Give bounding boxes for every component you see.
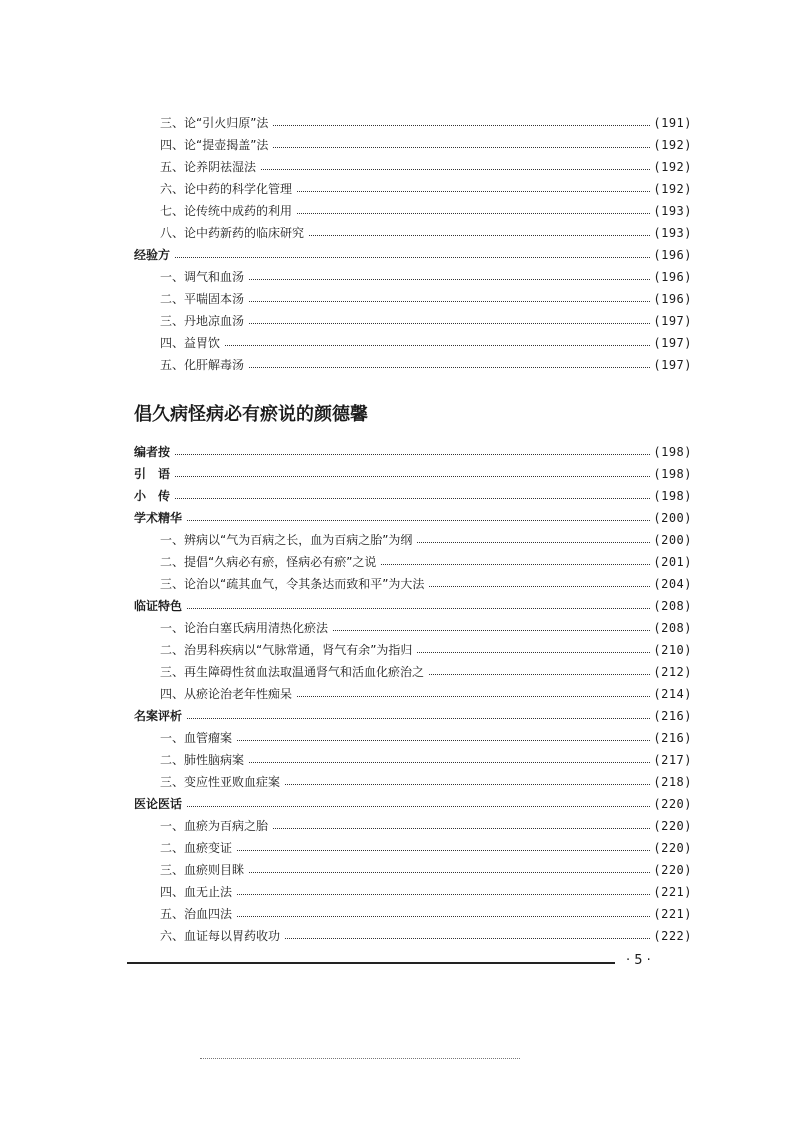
toc-entry	[160, 311, 692, 331]
toc-entry-label: 一、辨病以“气为百病之长，血为百病之胎”为纲	[160, 533, 413, 547]
toc-entry-page: (216)	[653, 709, 692, 723]
toc-entry	[160, 223, 692, 243]
toc-entry	[160, 772, 692, 792]
toc-entry-label: 七、论传统中成药的利用	[160, 204, 293, 218]
toc-entry-label: 四、论“提壶揭盖”法	[160, 138, 269, 152]
toc-entry-page: (204)	[653, 577, 692, 591]
toc-entry	[160, 684, 692, 704]
toc-entry-page: (192)	[653, 138, 692, 152]
leader-dots	[237, 850, 650, 851]
toc-entry-label: 名案评析	[134, 709, 183, 723]
toc-entry-page: (220)	[653, 841, 692, 855]
toc-entry-label: 四、从瘀论治老年性痴呆	[160, 687, 293, 701]
leader-dots	[237, 740, 650, 741]
toc-entry-page: (218)	[653, 775, 692, 789]
toc-section-entry	[134, 596, 692, 616]
toc-entry	[160, 838, 692, 858]
toc-entry-label: 引 语	[134, 467, 171, 481]
section-title: 倡久病怪病必有瘀说的颜德馨	[134, 404, 368, 425]
toc-entry-page: (220)	[653, 863, 692, 877]
leader-dots	[381, 564, 650, 565]
toc-entry-page: (208)	[653, 621, 692, 635]
toc-entry-page: (216)	[653, 731, 692, 745]
toc-entry-page: (222)	[653, 929, 692, 943]
toc-entry-label: 一、论治白塞氏病用清热化瘀法	[160, 621, 329, 635]
toc-entry-page: (200)	[653, 511, 692, 525]
leader-dots	[417, 542, 650, 543]
toc-entry-page: (220)	[653, 819, 692, 833]
leader-dots	[429, 674, 650, 675]
toc-entry-page: (191)	[653, 116, 692, 130]
toc-entry-label: 三、再生障碍性贫血法取温通肾气和活血化瘀治之	[160, 665, 425, 679]
leader-dots	[237, 916, 650, 917]
leader-dots	[249, 872, 650, 873]
toc-entry-page: (210)	[653, 643, 692, 657]
toc-entry	[160, 882, 692, 902]
toc-entry	[160, 860, 692, 880]
toc-entry	[160, 113, 692, 133]
toc-entry-label: 八、论中药新药的临床研究	[160, 226, 305, 240]
leader-dots	[297, 213, 650, 214]
scan-artifact-line	[200, 1058, 520, 1059]
leader-dots	[187, 806, 650, 807]
toc-entry-page: (200)	[653, 533, 692, 547]
toc-entry-page: (198)	[653, 489, 692, 503]
toc-entry-label: 一、血管瘤案	[160, 731, 233, 745]
toc-entry-label: 三、变应性亚败血症案	[160, 775, 281, 789]
leader-dots	[175, 498, 650, 499]
leader-dots	[249, 323, 650, 324]
toc-entry-page: (197)	[653, 358, 692, 372]
toc-section-entry	[134, 794, 692, 814]
leader-dots	[249, 279, 650, 280]
toc-entry-page: (193)	[653, 204, 692, 218]
toc-entry-label: 五、治血四法	[160, 907, 233, 921]
toc-entry-label: 二、血瘀变证	[160, 841, 233, 855]
toc-entry-label: 五、化肝解毒汤	[160, 358, 245, 372]
leader-dots	[225, 345, 650, 346]
toc-entry	[160, 355, 692, 375]
toc-section-entry	[134, 508, 692, 528]
toc-entry-page: (196)	[653, 292, 692, 306]
toc-entry-page: (192)	[653, 160, 692, 174]
leader-dots	[249, 301, 650, 302]
toc-entry-label: 二、提倡“久病必有瘀，怪病必有瘀”之说	[160, 555, 377, 569]
toc-entry-label: 六、论中药的科学化管理	[160, 182, 293, 196]
leader-dots	[273, 125, 650, 126]
leader-dots	[187, 520, 650, 521]
footer-rule	[127, 962, 615, 964]
leader-dots	[417, 652, 650, 653]
toc-entry-page: (197)	[653, 336, 692, 350]
toc-entry-label: 四、血无止法	[160, 885, 233, 899]
toc-entry	[160, 904, 692, 924]
toc-section-entry	[134, 706, 692, 726]
toc-entry-label: 临证特色	[134, 599, 183, 613]
leader-dots	[249, 762, 650, 763]
toc-entry	[160, 267, 692, 287]
toc-section-entry	[134, 442, 692, 462]
leader-dots	[429, 586, 650, 587]
leader-dots	[273, 828, 650, 829]
toc-entry-page: (208)	[653, 599, 692, 613]
toc-entry-page: (192)	[653, 182, 692, 196]
toc-entry	[160, 179, 692, 199]
leader-dots	[175, 476, 650, 477]
toc-entry-page: (196)	[653, 248, 692, 262]
leader-dots	[187, 608, 650, 609]
toc-entry-page: (196)	[653, 270, 692, 284]
toc-entry-page: (197)	[653, 314, 692, 328]
toc-entry-page: (217)	[653, 753, 692, 767]
toc-entry-label: 二、肺性脑病案	[160, 753, 245, 767]
toc-entry-page: (221)	[653, 907, 692, 921]
toc-entry	[160, 926, 692, 946]
toc-entry-label: 二、平喘固本汤	[160, 292, 245, 306]
toc-entry-label: 五、论养阴祛湿法	[160, 160, 257, 174]
leader-dots	[175, 454, 650, 455]
toc-entry-label: 医论医话	[134, 797, 183, 811]
leader-dots	[309, 235, 650, 236]
toc-entry-page: (220)	[653, 797, 692, 811]
toc-entry-label: 一、血瘀为百病之胎	[160, 819, 269, 833]
toc-entry-page: (221)	[653, 885, 692, 899]
toc-entry-page: (193)	[653, 226, 692, 240]
toc-entry	[160, 640, 692, 660]
leader-dots	[333, 630, 650, 631]
toc-entry	[160, 618, 692, 638]
toc-entry-page: (198)	[653, 467, 692, 481]
leader-dots	[175, 257, 650, 258]
toc-entry-label: 三、论治以“疏其血气，令其条达而致和平”为大法	[160, 577, 425, 591]
toc-entry-label: 二、治男科疾病以“气脉常通，肾气有余”为指归	[160, 643, 413, 657]
toc-entry	[160, 157, 692, 177]
leader-dots	[273, 147, 650, 148]
toc-entry	[160, 333, 692, 353]
toc-section-entry	[134, 464, 692, 484]
toc-section-entry	[134, 486, 692, 506]
toc-entry-page: (212)	[653, 665, 692, 679]
leader-dots	[237, 894, 650, 895]
leader-dots	[261, 169, 650, 170]
leader-dots	[297, 191, 650, 192]
leader-dots	[285, 784, 650, 785]
toc-entry	[160, 816, 692, 836]
toc-entry-page: (201)	[653, 555, 692, 569]
toc-entry	[160, 728, 692, 748]
leader-dots	[187, 718, 650, 719]
toc-entry-label: 学术精华	[134, 511, 183, 525]
toc-entry-label: 四、益胃饮	[160, 336, 221, 350]
toc-entry	[160, 662, 692, 682]
toc-entry-label: 三、论“引火归原”法	[160, 116, 269, 130]
toc-entry	[160, 552, 692, 572]
leader-dots	[285, 938, 650, 939]
toc-entry	[160, 750, 692, 770]
toc-entry-label: 小 传	[134, 489, 171, 503]
page-number: · 5 ·	[626, 953, 651, 968]
toc-entry-label: 一、调气和血汤	[160, 270, 245, 284]
toc-section-entry	[134, 245, 692, 265]
toc-entry	[160, 201, 692, 221]
toc-entry	[160, 530, 692, 550]
toc-entry	[160, 289, 692, 309]
toc-entry-label: 六、血证每以胃药收功	[160, 929, 281, 943]
leader-dots	[249, 367, 650, 368]
toc-entry-label: 三、丹地凉血汤	[160, 314, 245, 328]
toc-entry	[160, 135, 692, 155]
leader-dots	[297, 696, 650, 697]
toc-entry-label: 经验方	[134, 248, 171, 262]
toc-entry-label: 编者按	[134, 445, 171, 459]
toc-entry	[160, 574, 692, 594]
toc-entry-label: 三、血瘀则目眯	[160, 863, 245, 877]
toc-entry-page: (214)	[653, 687, 692, 701]
toc-entry-page: (198)	[653, 445, 692, 459]
